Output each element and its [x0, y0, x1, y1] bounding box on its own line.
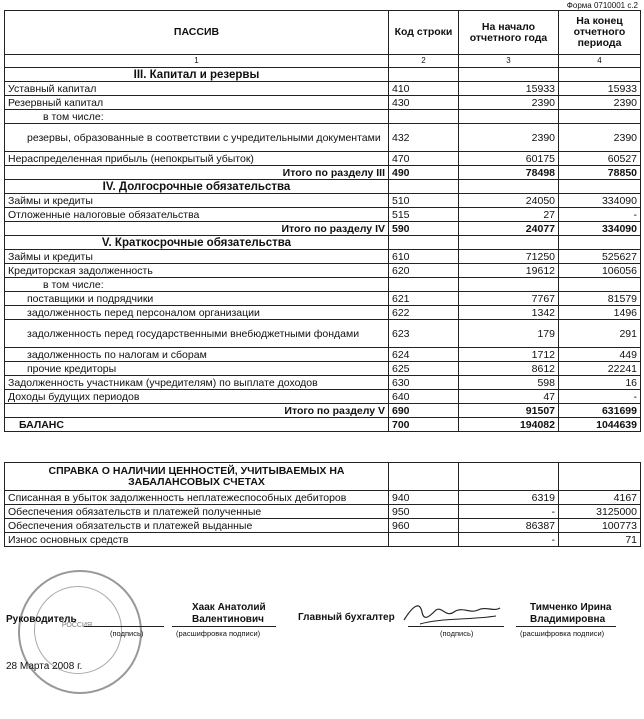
col-header-start: На начало отчетного года	[459, 11, 559, 55]
table-row	[5, 264, 641, 278]
row-end-value: 334090	[559, 222, 641, 236]
row-end-value: 22241	[559, 362, 641, 376]
head-name-caption: (расшифровка подписи)	[176, 629, 261, 638]
row-end-value	[559, 278, 641, 292]
off-balance-header-empty-2	[459, 463, 559, 491]
row-end-value: 60527	[559, 152, 641, 166]
row-start-value: 60175	[459, 152, 559, 166]
col-header-liabilities: ПАССИВ	[5, 11, 389, 55]
head-signature-line	[84, 626, 164, 627]
row-start-value: 47	[459, 390, 559, 404]
row-end-value: 291	[559, 320, 641, 348]
table-row	[5, 418, 641, 432]
row-start-value: 1342	[459, 306, 559, 320]
table-row	[5, 306, 641, 320]
row-label: задолженность перед государственными внебюджетными фондами	[5, 320, 389, 348]
col-header-code: Код строки	[389, 11, 459, 55]
acc-sign-caption: (подпись)	[440, 629, 474, 638]
acc-name-line	[516, 626, 616, 627]
row-label: Резервный капитал	[5, 96, 389, 110]
table-row	[5, 404, 641, 418]
row-start-value: 91507	[459, 404, 559, 418]
row-label: Итого по разделу V	[5, 404, 389, 418]
table-row	[5, 208, 641, 222]
liabilities-rows	[5, 68, 641, 432]
col-number-4: 4	[559, 55, 641, 68]
row-label: Задолженность участникам (учредителям) по выплате доходов	[5, 376, 389, 390]
row-code: 620	[389, 264, 459, 278]
table-row	[5, 68, 641, 82]
row-end-value: 334090	[559, 194, 641, 208]
row-label: задолженность перед персоналом организации	[5, 306, 389, 320]
col-number-2: 2	[389, 55, 459, 68]
row-code: 430	[389, 96, 459, 110]
row-code: 621	[389, 292, 459, 306]
table-row	[5, 250, 641, 264]
row-code: 950	[389, 505, 459, 519]
form-code: Форма 0710001 с.2	[566, 1, 638, 10]
row-code	[389, 110, 459, 124]
table-row	[5, 390, 641, 404]
row-start-value: 19612	[459, 264, 559, 278]
row-start-value: 71250	[459, 250, 559, 264]
row-label: поставщики и подрядчики	[5, 292, 389, 306]
row-code: 610	[389, 250, 459, 264]
row-end-value: 4167	[559, 491, 641, 505]
row-end-value: 3125000	[559, 505, 641, 519]
row-start-value: 7767	[459, 292, 559, 306]
stamp-text: РОССИЯ	[61, 622, 93, 629]
row-start-value: 598	[459, 376, 559, 390]
row-start-value: -	[459, 533, 559, 547]
row-label: Износ основных средств	[5, 533, 389, 547]
row-start-value: 78498	[459, 166, 559, 180]
row-end-value: 1044639	[559, 418, 641, 432]
table-row	[5, 152, 641, 166]
row-start-value: 1712	[459, 348, 559, 362]
row-end-value	[559, 236, 641, 250]
row-start-value: 27	[459, 208, 559, 222]
row-start-value: 194082	[459, 418, 559, 432]
off-balance-header-empty-1	[389, 463, 459, 491]
head-name-line1: Хаак Анатолий	[192, 602, 266, 613]
row-start-value: 179	[459, 320, 559, 348]
acc-name-line2: Владимировна	[530, 614, 606, 625]
head-name-line2: Валентинович	[192, 614, 264, 625]
row-end-value	[559, 180, 641, 194]
row-label: IV. Долгосрочные обязательства	[5, 180, 389, 194]
table-row	[5, 166, 641, 180]
row-code: 410	[389, 82, 459, 96]
row-label: Уставный капитал	[5, 82, 389, 96]
row-label: Итого по разделу III	[5, 166, 389, 180]
col-header-end: На конец отчетного периода	[559, 11, 641, 55]
row-start-value: 6319	[459, 491, 559, 505]
row-start-value	[459, 180, 559, 194]
row-label: Займы и кредиты	[5, 250, 389, 264]
table-row	[5, 110, 641, 124]
row-end-value: -	[559, 208, 641, 222]
off-balance-table	[4, 462, 641, 547]
row-code	[389, 236, 459, 250]
row-end-value: 15933	[559, 82, 641, 96]
row-start-value: 24077	[459, 222, 559, 236]
table-row	[5, 222, 641, 236]
row-start-value: 8612	[459, 362, 559, 376]
head-name-line	[172, 626, 276, 627]
row-label: Списанная в убыток задолженность неплатежеспособных дебиторов	[5, 491, 389, 505]
row-code: 490	[389, 166, 459, 180]
row-code: 623	[389, 320, 459, 348]
row-label: Обеспечения обязательств и платежей выданные	[5, 519, 389, 533]
row-start-value	[459, 236, 559, 250]
row-label: Доходы будущих периодов	[5, 390, 389, 404]
acc-name-caption: (расшифровка подписи)	[520, 629, 605, 638]
row-end-value: 16	[559, 376, 641, 390]
row-end-value: 2390	[559, 96, 641, 110]
row-start-value: -	[459, 505, 559, 519]
table-row	[5, 505, 641, 519]
row-code: 515	[389, 208, 459, 222]
row-label: V. Краткосрочные обязательства	[5, 236, 389, 250]
accountant-label: Главный бухгалтер	[298, 612, 395, 623]
row-label: в том числе:	[5, 110, 389, 124]
row-start-value	[459, 110, 559, 124]
row-code	[389, 180, 459, 194]
row-start-value: 15933	[459, 82, 559, 96]
row-label: Обеспечения обязательств и платежей полученные	[5, 505, 389, 519]
row-end-value	[559, 110, 641, 124]
report-date: 28 Марта 2008 г.	[6, 661, 83, 672]
row-end-value	[559, 68, 641, 82]
row-code: 630	[389, 376, 459, 390]
table-row	[5, 376, 641, 390]
row-code: 940	[389, 491, 459, 505]
table-row	[5, 533, 641, 547]
row-code: 432	[389, 124, 459, 152]
row-code: 960	[389, 519, 459, 533]
col-number-1: 1	[5, 55, 389, 68]
table-row	[5, 348, 641, 362]
off-balance-header-empty-3	[559, 463, 641, 491]
off-balance-title: СПРАВКА О НАЛИЧИИ ЦЕННОСТЕЙ, УЧИТЫВАЕМЫХ НА ЗАБАЛАНСОВЫХ СЧЕТАХ	[5, 463, 389, 491]
table-row	[5, 491, 641, 505]
row-code: 700	[389, 418, 459, 432]
row-code: 625	[389, 362, 459, 376]
table-row	[5, 82, 641, 96]
acc-name-line1: Тимченко Ирина	[530, 602, 612, 613]
table-row	[5, 124, 641, 152]
table-row	[5, 362, 641, 376]
off-balance-rows	[5, 491, 641, 547]
row-label: III. Капитал и резервы	[5, 68, 389, 82]
row-end-value: 2390	[559, 124, 641, 152]
table-row	[5, 278, 641, 292]
row-code: 590	[389, 222, 459, 236]
row-label: прочие кредиторы	[5, 362, 389, 376]
row-code: 622	[389, 306, 459, 320]
row-label: Итого по разделу IV	[5, 222, 389, 236]
table-row	[5, 96, 641, 110]
row-label: Кредиторская задолженность	[5, 264, 389, 278]
row-code: 640	[389, 390, 459, 404]
head-sign-caption: (подпись)	[110, 629, 144, 638]
table-row	[5, 236, 641, 250]
row-end-value: 81579	[559, 292, 641, 306]
row-end-value: 449	[559, 348, 641, 362]
table-row	[5, 320, 641, 348]
row-code: 624	[389, 348, 459, 362]
row-start-value	[459, 278, 559, 292]
row-label: Нераспределенная прибыль (непокрытый убыток)	[5, 152, 389, 166]
row-start-value	[459, 68, 559, 82]
row-end-value: 71	[559, 533, 641, 547]
row-end-value: 100773	[559, 519, 641, 533]
table-row	[5, 519, 641, 533]
row-label: Займы и кредиты	[5, 194, 389, 208]
row-start-value: 2390	[459, 124, 559, 152]
accountant-signature-line	[408, 626, 504, 627]
row-end-value: -	[559, 390, 641, 404]
accountant-signature	[400, 598, 504, 628]
row-end-value: 106056	[559, 264, 641, 278]
table-row	[5, 180, 641, 194]
row-end-value: 631699	[559, 404, 641, 418]
table-row	[5, 292, 641, 306]
row-start-value: 2390	[459, 96, 559, 110]
row-end-value: 78850	[559, 166, 641, 180]
row-end-value: 1496	[559, 306, 641, 320]
table-row	[5, 194, 641, 208]
row-code	[389, 278, 459, 292]
row-code	[389, 533, 459, 547]
col-number-3: 3	[459, 55, 559, 68]
row-label: БАЛАНС	[5, 418, 389, 432]
row-code: 470	[389, 152, 459, 166]
row-start-value: 24050	[459, 194, 559, 208]
row-label: Отложенные налоговые обязательства	[5, 208, 389, 222]
row-label: резервы, образованные в соответствии с учредительными документами	[5, 124, 389, 152]
row-code: 510	[389, 194, 459, 208]
liabilities-table	[4, 10, 641, 432]
head-label: Руководитель	[6, 614, 77, 625]
row-label: задолженность по налогам и сборам	[5, 348, 389, 362]
row-label: в том числе:	[5, 278, 389, 292]
row-start-value: 86387	[459, 519, 559, 533]
row-end-value: 525627	[559, 250, 641, 264]
row-code: 690	[389, 404, 459, 418]
row-code	[389, 68, 459, 82]
